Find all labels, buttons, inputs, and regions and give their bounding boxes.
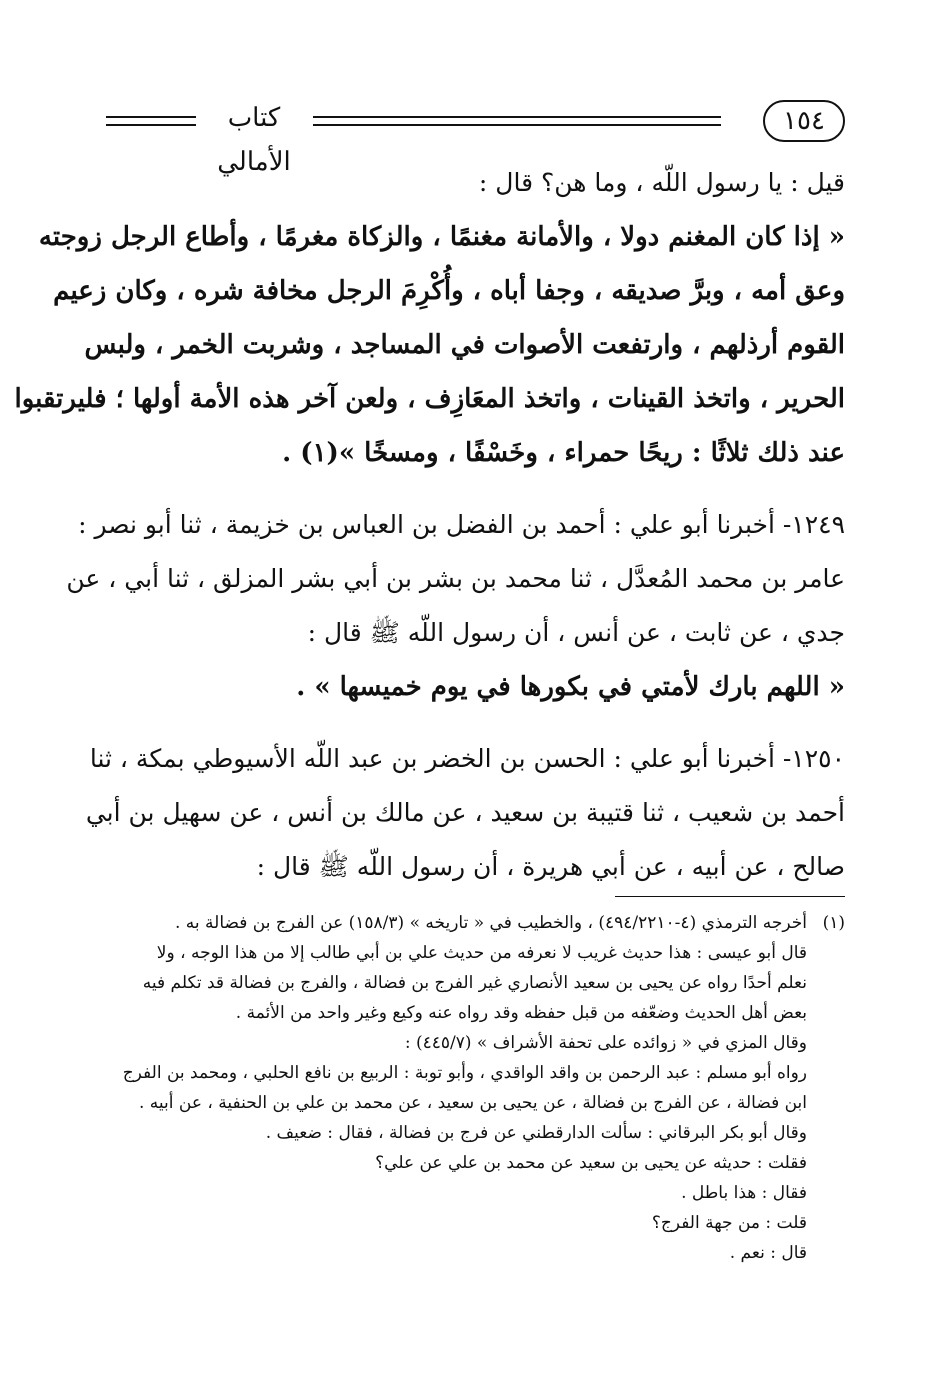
paragraph-gap bbox=[100, 480, 845, 498]
footnote-line: نعلم أحدًا رواه عن يحيى بن سعيد الأنصاري غير الفرج بن فضالة ، والفرج بن فضالة قد تكلم فيه bbox=[142, 973, 807, 993]
footnote-line: ابن فضالة ، عن الفرج بن فضالة ، عن يحيى بن سعيد ، عن محمد بن علي بن الحنفية ، عن أبيه . bbox=[138, 1093, 807, 1113]
text-line: الحرير ، واتخذ القينات ، واتخذ المعَازِف ، ولعن آخر هذه الأمة أولها ؛ فليرتقبوا bbox=[14, 384, 845, 414]
paragraph-gap bbox=[100, 714, 845, 732]
footnote-line: وقال أبو بكر البرقاني : سألت الدارقطني عن فرج بن فضالة ، فقال : ضعيف . bbox=[265, 1123, 807, 1143]
footnote-line: قال : نعم . bbox=[729, 1243, 807, 1263]
footnote-line: وقال المزي في « زوائده على تحفة الأشراف » (٤٤٥/٧) : bbox=[404, 1033, 807, 1053]
page-header bbox=[100, 90, 845, 177]
text-line: « إذا كان المغنم دولا ، والأمانة مغنمًا ، والزكاة مغرمًا ، وأطاع الرجل زوجته bbox=[38, 222, 845, 252]
text-line: وعق أمه ، وبرَّ صديقه ، وجفا أباه ، وأُكْرِمَ الرجل مخافة شره ، وكان زعيم bbox=[53, 276, 845, 306]
book-title: كتاب الأمالي bbox=[217, 103, 291, 177]
footnote-number: (١) bbox=[822, 913, 845, 933]
header-rule-left bbox=[106, 116, 196, 126]
text-line: عند ذلك ثلاثًا : ريحًا حمراء ، وخَسْفًا ، ومسخًا »(١) . bbox=[282, 438, 845, 468]
footnote-line: فقال : هذا باطل . bbox=[681, 1183, 807, 1203]
book-page bbox=[14, 90, 845, 1310]
footnote-line: بعض أهل الحديث وضعّفه من قبل حفظه وقد رواه عنه وكيع وغير واحد من الأئمة . bbox=[235, 1003, 807, 1023]
text-line: عامر بن محمد المُعدَّل ، ثنا محمد بن بشر بن أبي بشر المزلق ، ثنا أبي ، عن bbox=[66, 564, 845, 593]
text-line: قيل : يا رسول اللّه ، وما هن؟ قال : bbox=[478, 168, 845, 197]
text-line: « اللهم بارك لأمتي في بكورها في يوم خميسها » . bbox=[296, 672, 845, 702]
text-line: القوم أرذلهم ، وارتفعت الأصوات في المساجد ، وشربت الخمر ، ولبس bbox=[84, 330, 845, 360]
footnote-line: رواه أبو مسلم : عبد الرحمن بن واقد الواقدي ، وأبو توبة : الربيع بن نافع الحلبي ، ومحمد بن الفرج bbox=[122, 1063, 807, 1083]
footnote-line: فقلت : حديثه عن يحيى بن سعيد عن محمد بن علي عن علي؟ bbox=[375, 1153, 807, 1173]
text-line: ١٢٥٠- أخبرنا أبو علي : الحسن بن الخضر بن عبد اللّه الأسيوطي بمكة ، ثنا bbox=[89, 744, 845, 773]
footnote-line: قال أبو عيسى : هذا حديث غريب لا نعرفه من حديث علي بن أبي طالب إلا من هذا الوجه ، ولا bbox=[156, 943, 807, 963]
footnote-line: قلت : من جهة الفرج؟ bbox=[651, 1213, 807, 1233]
text-line: صالح ، عن أبيه ، عن أبي هريرة ، أن رسول اللّه ﷺ قال : bbox=[256, 852, 845, 881]
text-line: ١٢٤٩- أخبرنا أبو علي : أحمد بن الفضل بن العباس بن خزيمة ، ثنا أبو نصر : bbox=[78, 510, 845, 539]
text-line: أحمد بن شعيب ، ثنا قتيبة بن سعيد ، عن مالك بن أنس ، عن سهيل بن أبي bbox=[85, 798, 845, 827]
text-line: جدي ، عن ثابت ، عن أنس ، أن رسول اللّه ﷺ قال : bbox=[307, 618, 845, 647]
footnote-text: أخرجه الترمذي (٤-٤٩٤/٢٢١٠) ، والخطيب في « تاريخه » (١٥٨/٣) عن الفرج بن فضالة به . bbox=[175, 913, 807, 933]
page-number: ١٥٤ bbox=[763, 100, 845, 142]
footnote-separator bbox=[615, 896, 845, 897]
footnotes bbox=[100, 908, 845, 1268]
header-rule-middle bbox=[313, 116, 721, 126]
main-text bbox=[14, 156, 845, 894]
footnote-line bbox=[100, 908, 845, 938]
